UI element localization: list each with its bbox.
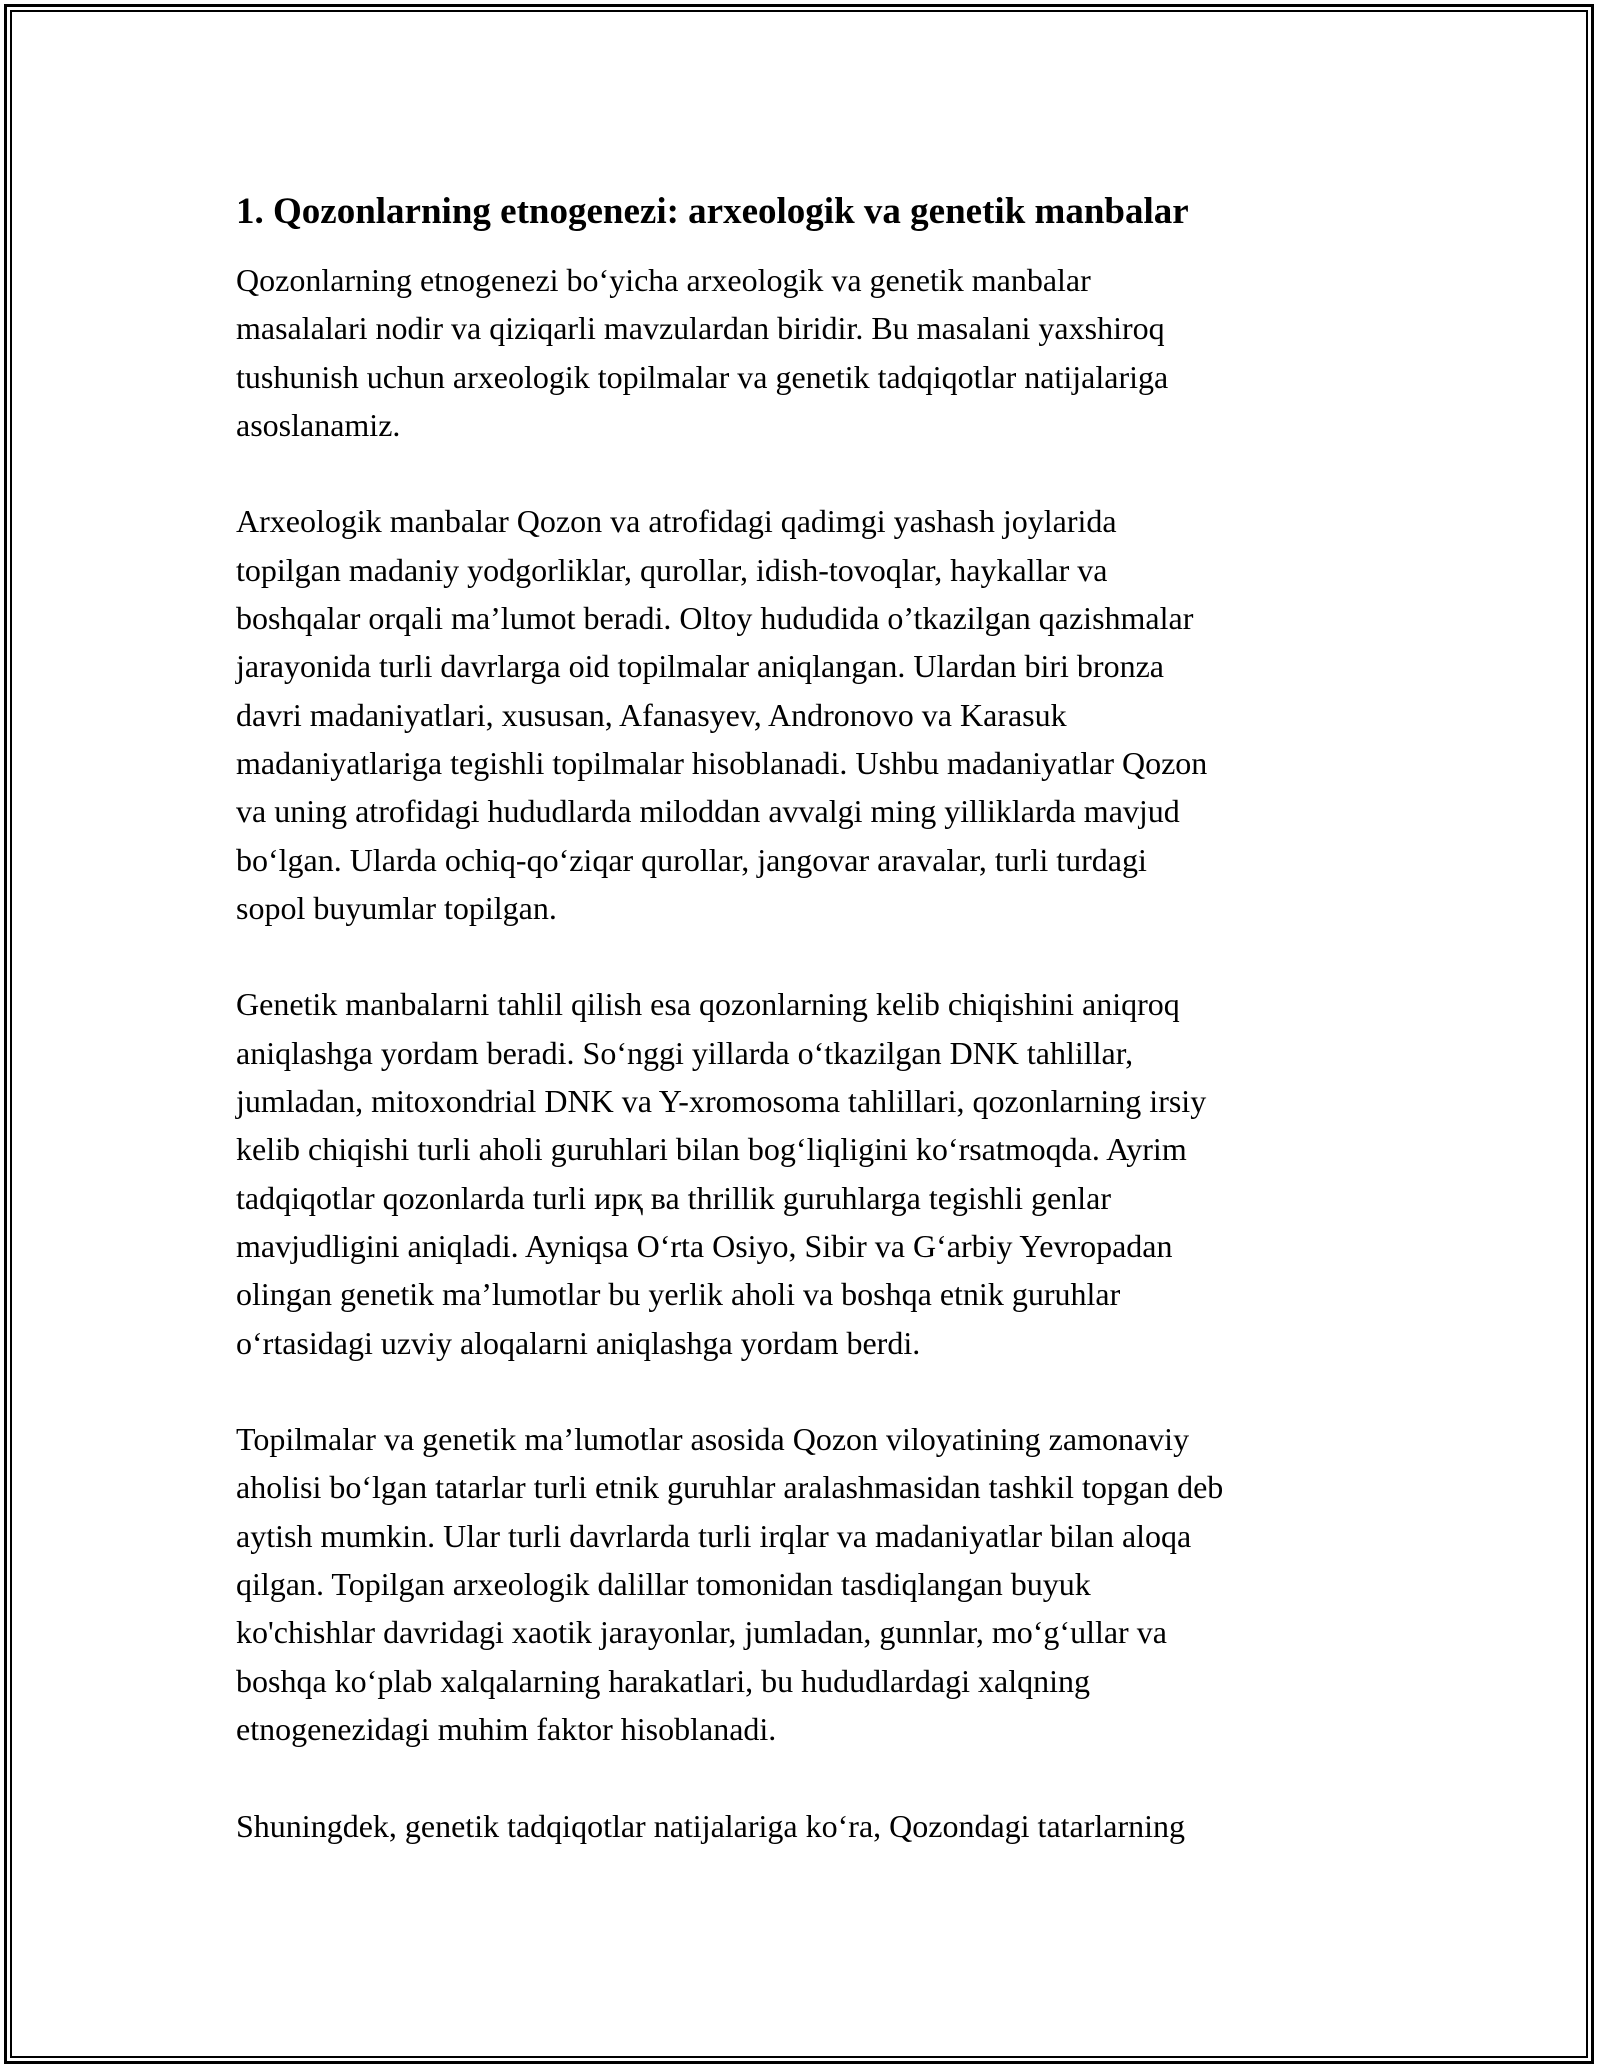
paragraph-archaeology: Arxeologik manbalar Qozon va atrofidagi qadimgi yashash joylarida topilgan madaniy yodgorliklar, qurollar, idish-tovoqlar, haykallar va boshqalar orqali ma’lumot beradi. Oltoy hududida o’tkazilgan qazishmalar jarayonida turli davrlarga oid topilmalar aniqlangan. Ulardan biri bronza davri madaniyatlari, xususan, Afanasyev, Andronovo va Karasuk madaniyatlariga tegishli topilmalar hisoblanadi. Ushbu madaniyatlar Qozon va uning atrofidagi hududlarda miloddan avvalgi ming yilliklarda mavjud bo‘lgan. Ularda ochiq-qo‘ziqar qurollar, jangovar aravalar, turli turdagi sopol buyumlar topilgan. bbox=[236, 503, 1208, 926]
paragraph-conclusion: Topilmalar va genetik ma’lumotlar asosida Qozon viloyatining zamonaviy aholisi bo‘lgan tatarlar turli etnik guruhlar aralashmasidan tashkil topgan deb aytish mumkin. Ular turli davrlarda turli irqlar va madaniyatlar bilan aloqa qilgan. Topilgan arxeologik dalillar tomonidan tasdiqlangan buyuk ko'chishlar davridagi xaotik jarayonlar, jumladan, gunnlar, mo‘g‘ullar va boshqa ko‘plab xalqalarning harakatlari, bu hududlardagi xalqning etnogenezidagi muhim faktor hisoblanadi. bbox=[236, 1421, 1224, 1747]
paragraph-genetics: Genetik manbalarni tahlil qilish esa qozonlarning kelib chiqishini aniqroq aniqlashga yordam beradi. So‘nggi yillarda o‘tkazilgan DNK tahlillar, jumladan, mitoxondrial DNK va Y-xromosoma tahlillari, qozonlarning irsiy kelib chiqishi turli aholi guruhlari bilan bog‘liqligini ko‘rsatmoqda. Ayrim tadqiqotlar qozonlarda turli ирқ ва thrillik guruhlarga tegishli genlar mavjudligini aniqladi. Ayniqsa O‘rta Osiyo, Sibir va G‘arbiy Yevropadan olingan genetik ma’lumotlar bu yerlik aholi va boshqa etnik guruhlar o‘rtasidagi uzviy aloqalarni aniqlashga yordam berdi. bbox=[236, 986, 1207, 1361]
paragraph-intro: Qozonlarning etnogenezi bo‘yicha arxeologik va genetik manbalar masalalari nodir va qiziqarli mavzulardan biridir. Bu masalani yaxshiroq tushunish uchun arxeologik topilmalar va genetik tadqiqotlar natijalariga asoslanamiz. bbox=[236, 262, 1169, 443]
paragraph-continuation: Shuningdek, genetik tadqiqotlar natijalariga ko‘ra, Qozondagi tatarlarning bbox=[236, 1807, 1186, 1844]
section-heading: 1. Qozonlarning etnogenezi: arxeologik va genetik manbalar bbox=[236, 191, 1189, 232]
document-body bbox=[236, 188, 1386, 1898]
